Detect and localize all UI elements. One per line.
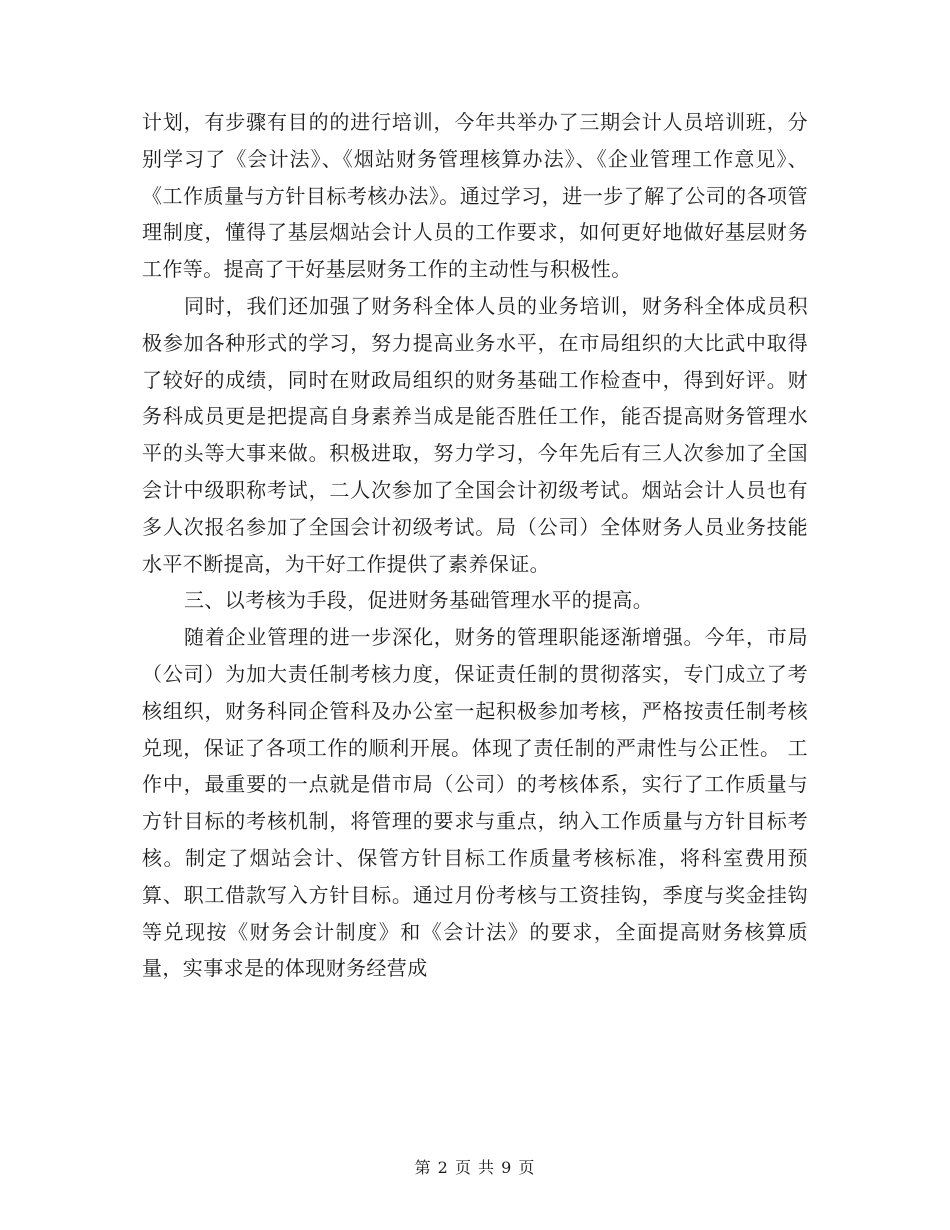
section-heading-assessment: 三、以考核为手段，促进财务基础管理水平的提高。 (184, 588, 654, 613)
paragraph-training-continuation: 计划，有步骤有目的的进行培训，今年共举办了三期会计人员培训班，分别学习了《会计法》、《烟站财务管理核算办法》、《企业管理工作意见》、《工作质量与方针目标考核办法》。通过学习，进一步了解了公司的各项管理制度，懂得了基层烟站会计人员的工作要求，如何更好地做好基层财务工作等。提高了干好基层财务工作的主动性与积极性。 (142, 110, 808, 282)
page-number-footer: 第 2 页 共 9 页 (414, 1158, 536, 1177)
document-body (142, 104, 808, 987)
paragraph-staff-training: 同时，我们还加强了财务科全体人员的业务培训，财务科全体成员积极参加各种形式的学习，努力提高业务水平，在市局组织的大比武中取得了较好的成绩，同时在财政局组织的财务基础工作检查中，得到好评。财务科成员更是把提高自身素养当成是能否胜任工作，能否提高财务管理水平的头等大事来做。积极进取，努力学习，今年先后有三人次参加了全国会计中级职称考试，二人次参加了全国会计初级考试。烟站会计人员也有多人次报名参加了全国会计初级考试。局（公司）全体财务人员业务技能水平不断提高，为干好工作提供了素养保证。 (142, 293, 808, 576)
paragraph-assessment-system: 随着企业管理的进一步深化，财务的管理职能逐渐增强。今年，市局（公司）为加大责任制考核力度，保证责任制的贯彻落实，专门成立了考核组织，财务科同企管科及办公室一起积极参加考核，严格按责任制考核兑现，保证了各项工作的顺利开展。体现了责任制的严肃性与公正性。 工作中，最重要的一点就是借市局（公司）的考核体系，实行了工作质量与方针目标的考核机制，将管理的要求与重点，纳入工作质量与方针目标考核。制定了烟站会计、保管方针目标工作质量考核标准，将科室费用预算、职工借款写入方针目标。通过月份考核与工资挂钩，季度与奖金挂钩等兑现按《财务会计制度》和《会计法》的要求，全面提高财务核算质量，实事求是的体现财务经营成 (142, 625, 808, 981)
